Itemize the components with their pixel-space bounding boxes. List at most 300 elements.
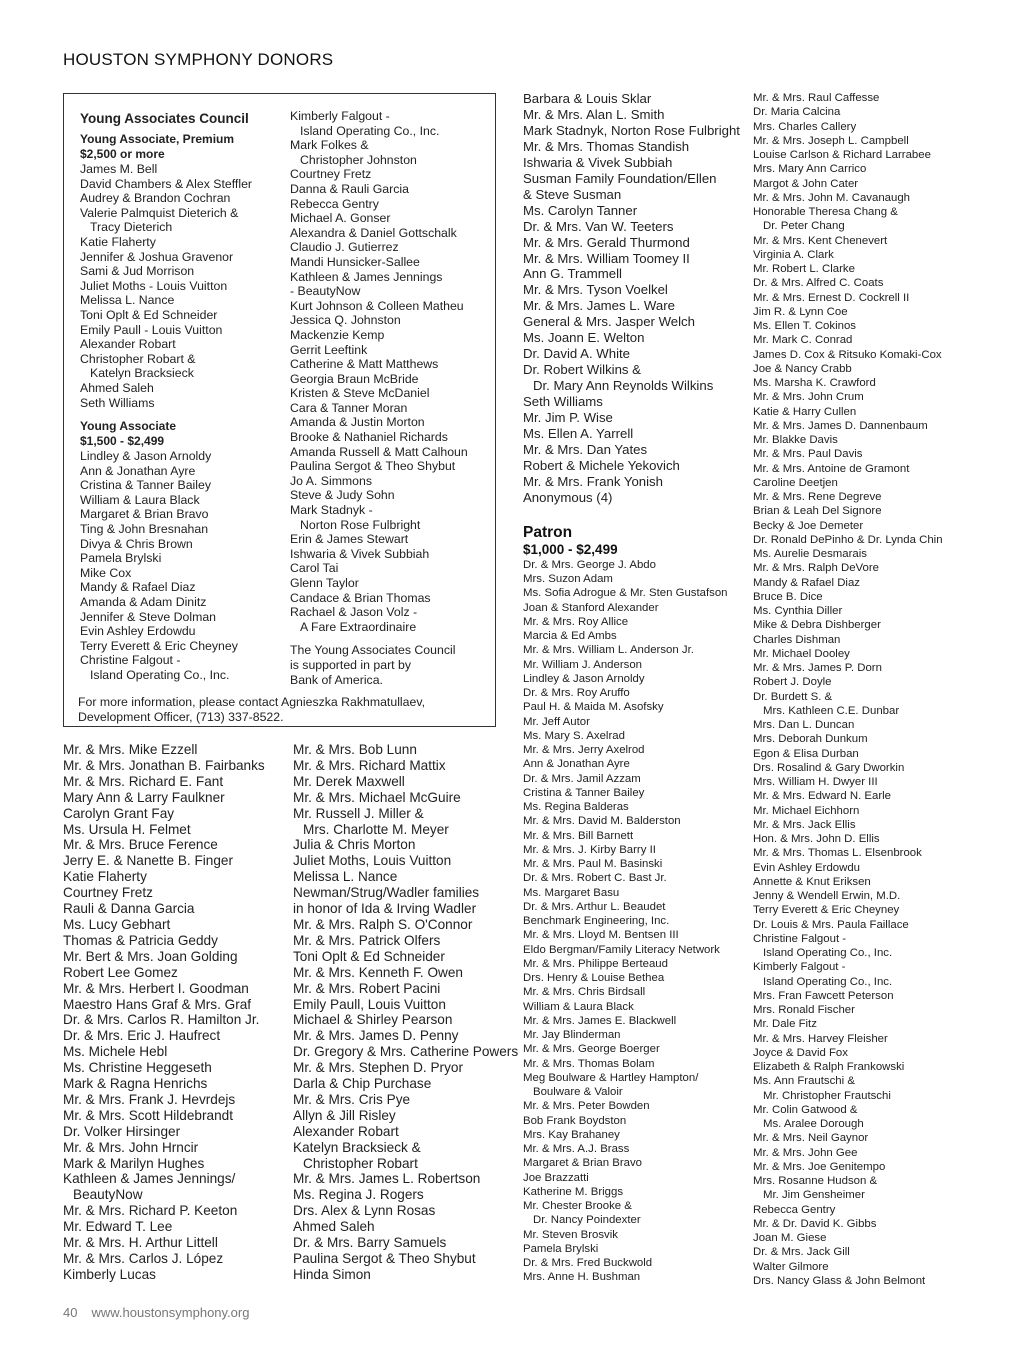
donor-name: Island Operating Co., Inc. — [763, 975, 893, 988]
donor-name: Pamela Brylski — [80, 551, 162, 566]
donor-name: Mr. & Mrs. Peter Bowden — [523, 1100, 650, 1113]
donor-name: Kimberly Lucas — [63, 1266, 156, 1282]
donor-name: Ms. Carolyn Tanner — [523, 202, 638, 218]
donor-name: Mr. Robert L. Clarke — [753, 263, 855, 275]
donor-name: Carol Tai — [290, 561, 339, 576]
donor-name: Mark Stadnyk - — [290, 503, 373, 518]
donor-name: Juliet Moths - Louis Vuitton — [80, 278, 228, 293]
page-header: HOUSTON SYMPHONY DONORS — [63, 50, 334, 69]
donor-column-d — [753, 91, 943, 1288]
donor-name: Caroline Deetjen — [753, 476, 838, 489]
donor-name: Mr. & Mrs. Ralph DeVore — [753, 562, 879, 575]
donor-name: Ms. Aurelie Desmarais — [753, 548, 867, 560]
contact-line-2: Development Officer, (713) 337-8522. — [78, 709, 284, 724]
donor-name: Mr. & Dr. David K. Gibbs — [753, 1217, 877, 1230]
donor-name: Alexandra & Daniel Gottschalk — [290, 225, 457, 240]
donor-name: Joan & Stanford Alexander — [523, 601, 659, 614]
donor-name: Mrs. Kathleen C.E. Dunbar — [763, 704, 900, 717]
donor-name: Mr. & Mrs. Raul Caffesse — [753, 92, 880, 104]
donor-name: Ann G. Trammell — [523, 266, 622, 282]
donor-name: Mrs. Charles Callery — [753, 120, 857, 133]
donor-name: Mr. Michael Eichhorn — [753, 804, 860, 817]
box-right-column — [290, 109, 468, 687]
donor-name: Ms. Ann Frautschi & — [753, 1075, 855, 1088]
donor-name: Dr. & Mrs. Fred Buckwold — [523, 1257, 653, 1270]
donor-column-b — [293, 742, 518, 1283]
donor-name: Cristina & Tanner Bailey — [80, 478, 212, 493]
donor-name: Mr. Mark C. Conrad — [753, 334, 853, 347]
premium-list — [80, 162, 252, 410]
donor-name: Mary Ann & Larry Faulkner — [63, 789, 225, 805]
donor-name: Katelyn Bracksieck & — [293, 1139, 421, 1155]
donor-name: Courtney Fretz — [63, 885, 153, 901]
donor-name: Ms. Regina Balderas — [523, 801, 629, 814]
donor-name: Toni Oplt & Ed Schneider — [80, 307, 218, 322]
donor-name: Mr. Derek Maxwell — [293, 773, 405, 789]
donor-name: Jim R. & Lynn Coe — [753, 305, 848, 318]
donor-name: Boulware & Valoir — [533, 1086, 623, 1099]
donor-name: Kimberly Falgout - — [753, 961, 846, 974]
support-note-3: Bank of America. — [290, 672, 383, 687]
donor-name: Danna & Rauli Garcia — [290, 181, 409, 196]
young-associates-box — [63, 93, 496, 727]
donor-name: Barbara & Louis Sklar — [523, 91, 652, 106]
donor-name: Christopher Robart & — [80, 351, 196, 366]
donor-name: Mrs. Deborah Dunkum — [753, 733, 868, 746]
donor-name: Mr. & Mrs. Stephen D. Pryor — [293, 1060, 463, 1076]
donor-name: Katie Flaherty — [80, 234, 156, 249]
donor-name: Eldo Bergman/Family Literacy Network — [523, 943, 720, 956]
box-left-column — [80, 110, 252, 683]
donor-name: Maestro Hans Graf & Mrs. Graf — [63, 996, 252, 1012]
donor-name: Kathleen & James Jennings — [290, 269, 443, 284]
donor-name: Thomas & Patricia Geddy — [63, 932, 218, 948]
donor-name: Dr. Mary Ann Reynolds Wilkins — [533, 378, 714, 394]
donor-name: Alexander Robart — [80, 337, 176, 352]
donor-name: Ann & Jonathan Ayre — [80, 463, 196, 478]
donor-name: Dr. Louis & Mrs. Paula Faillace — [753, 918, 909, 931]
donor-name: Mrs. Charlotte M. Meyer — [303, 821, 449, 837]
donor-name: Mr. Steven Brosvik — [523, 1228, 618, 1241]
donor-name: Robert & Michele Yekovich — [523, 457, 680, 473]
donor-name: Mr. & Mrs. Paul M. Basinski — [523, 858, 663, 871]
donor-name: Mark & Marilyn Hughes — [63, 1155, 205, 1171]
donor-name: Tracy Dieterich — [90, 220, 173, 235]
donor-name: Mackenzie Kemp — [290, 327, 385, 342]
donor-name: Cara & Tanner Moran — [290, 400, 408, 415]
donor-name: Mr. & Mrs. Tyson Voelkel — [523, 282, 668, 298]
donor-name: Mr. Dale Fitz — [753, 1018, 817, 1031]
donor-name: Dr. & Mrs. Arthur L. Beaudet — [523, 900, 666, 913]
donor-name: Ishwaria & Vivek Subbiah — [290, 546, 430, 561]
donor-name: Paulina Sergot & Theo Shybut — [290, 459, 456, 474]
donor-name: Meg Boulware & Hartley Hampton/ — [523, 1071, 699, 1084]
donor-name: Divya & Chris Brown — [80, 536, 193, 551]
donor-name: Juliet Moths, Louis Vuitton — [293, 853, 452, 869]
donor-name: Drs. Nancy Glass & John Belmont — [753, 1274, 926, 1287]
donor-name: Audrey & Brandon Cochran — [80, 191, 231, 206]
donor-name: Mr. Colin Gatwood & — [753, 1103, 858, 1116]
donor-name: Mr. & Mrs. Kenneth F. Owen — [293, 964, 463, 980]
donor-name: Michael A. Gonser — [290, 211, 391, 226]
donor-name: Lindley & Jason Arnoldy — [80, 449, 212, 464]
donor-name: Mr. Jim P. Wise — [523, 410, 613, 426]
donor-name: Mr. & Mrs. Robert Pacini — [293, 980, 441, 996]
support-note-1: The Young Associates Council — [290, 643, 456, 658]
donor-name: Emily Paull, Louis Vuitton — [293, 996, 446, 1012]
donor-name: Mr. Christopher Frautschi — [763, 1089, 891, 1102]
donor-name: Margaret & Brian Bravo — [80, 507, 209, 522]
donor-name: Mr. & Mrs. Chris Birdsall — [523, 986, 646, 999]
donor-name: Elizabeth & Ralph Frankowski — [753, 1061, 905, 1073]
donor-name: Kathleen & James Jennings/ — [63, 1171, 236, 1187]
donor-name: Mike & Debra Dishberger — [753, 619, 881, 632]
donor-name: Mr. & Mrs. Jack Ellis — [753, 818, 856, 831]
donor-name: Mr. & Mrs. Carlos J. López — [63, 1251, 224, 1266]
donor-name: Christine Falgout - — [80, 653, 181, 668]
donor-name: Mr. & Mrs. Frank J. Hevrdejs — [63, 1091, 236, 1107]
donor-name: Mr. & Mrs. James E. Blackwell — [523, 1014, 677, 1027]
donor-name: Mr. & Mrs. Bruce Ference — [63, 837, 218, 853]
donor-name: James M. Bell — [80, 162, 158, 176]
donor-name: Mr. & Mrs. Bob Lunn — [293, 742, 417, 757]
donor-name: Courtney Fretz — [290, 167, 372, 182]
donor-name: Mr. & Mrs. Kent Chenevert — [753, 234, 888, 247]
donor-name: Dr. Volker Hirsinger — [63, 1123, 181, 1139]
donor-name: Lindley & Jason Arnoldy — [523, 672, 645, 685]
donor-name: Bob Frank Boydston — [523, 1114, 627, 1127]
donor-name: Mr. & Mrs. Joseph L. Campbell — [753, 134, 909, 147]
box-right-list — [290, 109, 468, 634]
premium-label: Young Associate, Premium — [80, 132, 235, 146]
donor-name: Mr. & Mrs. David M. Balderston — [523, 815, 681, 828]
donor-name: Mrs. Rosanne Hudson & — [753, 1175, 878, 1187]
donor-name: Ms. Regina J. Rogers — [293, 1187, 424, 1203]
footer-url: www.houstonsymphony.org — [91, 1305, 250, 1320]
donor-name: Honorable Theresa Chang & — [753, 206, 898, 218]
donor-name: Michael & Shirley Pearson — [293, 1012, 453, 1028]
donor-name: Mr. & Mrs. William Toomey II — [523, 250, 690, 266]
donor-name: Mr. & Mrs. John Hrncir — [63, 1139, 199, 1155]
donor-name: Joyce & David Fox — [753, 1046, 848, 1059]
donor-name: Dr. & Mrs. George J. Abdo — [523, 558, 656, 571]
donor-name: Mr. & Mrs. George Boerger — [523, 1043, 660, 1056]
donor-name: Mr. & Mrs. Herbert I. Goodman — [63, 980, 249, 996]
donor-name: Mr. & Mrs. James L. Ware — [523, 298, 675, 314]
donor-name: Ishwaria & Vivek Subbiah — [523, 154, 673, 170]
donor-name: Seth Williams — [523, 394, 603, 410]
donor-name: Kimberly Falgout - — [290, 109, 390, 123]
donor-name: Seth Williams — [80, 395, 155, 410]
donor-name: Ms. Sofia Adrogue & Mr. Sten Gustafson — [523, 587, 728, 600]
donor-name: Joe & Nancy Crabb — [753, 362, 852, 375]
donor-name: Mr. & Mrs. Neil Gaynor — [753, 1132, 869, 1145]
donor-name: Candace & Brian Thomas — [290, 590, 431, 605]
associate-list — [80, 449, 252, 683]
donor-name: in honor of Ida & Irving Wadler — [293, 901, 477, 917]
donor-name: Jenny & Wendell Erwin, M.D. — [753, 890, 901, 902]
donor-name: Mr. & Mrs. Patrick Olfers — [293, 932, 441, 948]
donor-name: Mr. & Mrs. James D. Penny — [293, 1028, 459, 1044]
donor-name: Mrs. Dan L. Duncan — [753, 719, 855, 731]
donor-name: Toni Oplt & Ed Schneider — [293, 948, 445, 964]
donor-name: Norton Rose Fulbright — [300, 517, 421, 532]
box-title: Young Associates Council — [80, 111, 249, 126]
donor-name: General & Mrs. Jasper Welch — [523, 314, 695, 330]
donor-name: Terry Everett & Eric Cheyney — [753, 904, 900, 917]
contact-note — [78, 695, 425, 724]
donor-name: Mr. & Mrs. John Crum — [753, 391, 864, 404]
donor-name: Mr. Jim Gensheimer — [763, 1189, 865, 1202]
donor-name: Mrs. William H. Dwyer III — [753, 776, 878, 788]
donor-name: Dr. Ronald DePinho & Dr. Lynda Chin — [753, 533, 943, 546]
donor-name: Margaret & Brian Bravo — [523, 1157, 643, 1170]
donor-name: Sami & Jud Morrison — [80, 264, 195, 279]
donor-name: Mr. & Mrs. John M. Cavanaugh — [753, 191, 910, 204]
donor-name: Claudio J. Gutierrez — [290, 240, 399, 255]
donor-name: Mr. Edward T. Lee — [63, 1219, 173, 1235]
donor-name: - BeautyNow — [290, 284, 361, 299]
donor-name: Melissa L. Nance — [293, 869, 398, 885]
donor-name: Ms. Ellen T. Cokinos — [753, 320, 856, 332]
donor-name: Mr. & Mrs. Bill Barnett — [523, 829, 634, 842]
donor-name: Steve & Judy Sohn — [290, 488, 395, 503]
donor-name: Dr. Peter Chang — [763, 220, 845, 233]
donor-name: Darla & Chip Purchase — [293, 1076, 432, 1092]
donor-name: Mrs. Kay Brahaney — [523, 1128, 620, 1141]
donor-name: Ms. Michele Hebl — [63, 1044, 168, 1060]
donor-name: Mr. & Mrs. Alan L. Smith — [523, 106, 665, 122]
donor-name: Bruce B. Dice — [753, 590, 823, 603]
donor-name: Mrs. Mary Ann Carrico — [753, 163, 867, 176]
donor-name: Drs. Henry & Louise Bethea — [523, 972, 665, 985]
donor-name: Mr. William J. Anderson — [523, 658, 642, 671]
donor-name: Mr. & Mrs. Richard Mattix — [293, 757, 446, 773]
donor-name: Alexander Robart — [293, 1123, 399, 1139]
donor-name: Paulina Sergot & Theo Shybut — [293, 1251, 476, 1266]
donor-name: Mr. & Mrs. William L. Anderson Jr. — [523, 644, 694, 657]
donor-name: Mr. & Mrs. Edward N. Earle — [753, 790, 891, 803]
donor-name: Newman/Strug/Wadler families — [293, 885, 480, 901]
donor-name: David Chambers & Alex Steffler — [80, 176, 253, 191]
donor-name: Marcia & Ed Ambs — [523, 630, 617, 643]
associate-label: Young Associate — [80, 419, 177, 434]
donor-name: Evin Ashley Erdowdu — [753, 861, 861, 874]
donor-name: Katie & Harry Cullen — [753, 405, 857, 418]
donor-name: Becky & Joe Demeter — [753, 519, 864, 532]
donor-name: Mr. & Mrs. Richard P. Keeton — [63, 1203, 238, 1219]
donor-name: James D. Cox & Ritsuko Komaki-Cox — [753, 348, 942, 361]
page-footer — [63, 1305, 249, 1320]
donor-name: Mike Cox — [80, 565, 132, 580]
donor-name: Mr. & Mrs. Harvey Fleisher — [753, 1032, 888, 1045]
donor-name: Mr. & Mrs. Frank Yonish — [523, 473, 663, 489]
donor-name: Allyn & Jill Risley — [293, 1107, 396, 1123]
donor-name: Mr. Jeff Autor — [523, 715, 590, 728]
donor-name: Susman Family Foundation/Ellen — [523, 170, 717, 186]
donor-column-a — [63, 742, 265, 1283]
donor-name: Ms. Lucy Gebhart — [63, 916, 171, 932]
donor-name: Dr. & Mrs. Robert C. Bast Jr. — [523, 872, 667, 885]
donor-name: Joan M. Giese — [753, 1232, 827, 1244]
donor-name: Mr. & Mrs. Cris Pye — [293, 1091, 411, 1107]
donor-name: Georgia Braun McBride — [290, 371, 419, 386]
donor-name: Dr. Robert Wilkins & — [523, 362, 641, 378]
donor-name: Mrs. Ronald Fischer — [753, 1004, 855, 1016]
donor-name: Dr. David A. White — [523, 346, 630, 362]
donor-name: Rebecca Gentry — [753, 1203, 836, 1216]
donor-name: Katherine M. Briggs — [523, 1185, 624, 1198]
donor-name: Carolyn Grant Fay — [63, 805, 175, 821]
donor-name: Dr. & Mrs. Roy Aruffo — [523, 687, 630, 700]
donor-name: Mr. & Mrs. John Gee — [753, 1146, 858, 1159]
donor-name: Mr. & Mrs. James L. Robertson — [293, 1171, 481, 1187]
donor-name: Mr. & Mrs. Rene Degreve — [753, 491, 882, 503]
donor-name: Ms. Margaret Basu — [523, 886, 620, 899]
donor-name: Terry Everett & Eric Cheyney — [80, 638, 238, 653]
donor-name: Brooke & Nathaniel Richards — [290, 430, 448, 445]
donor-name: Mr. Blakke Davis — [753, 434, 838, 446]
donor-name: Valerie Palmquist Dieterich & — [80, 205, 239, 220]
donor-name: Anonymous (4) — [523, 489, 613, 505]
donor-name: Island Operating Co., Inc. — [300, 123, 440, 138]
donor-name: Rebecca Gentry — [290, 196, 379, 211]
donor-name: Ann & Jonathan Ayre — [523, 758, 630, 771]
donor-name: Annette & Knut Eriksen — [753, 875, 871, 888]
donor-name: Mr. & Mrs. Joe Genitempo — [753, 1160, 886, 1173]
donor-name: Ahmed Saleh — [293, 1219, 375, 1235]
donor-name: Mr. & Mrs. A.J. Brass — [523, 1143, 630, 1156]
donor-name: Ms. Marsha K. Crawford — [753, 377, 876, 389]
donor-name: Mr. & Mrs. Dan Yates — [523, 441, 648, 457]
donor-name: Robert J. Doyle — [753, 676, 832, 689]
donor-name: Mandy & Rafael Diaz — [753, 576, 860, 589]
donor-name: Mr. & Mrs. Mike Ezzell — [63, 742, 198, 757]
donor-name: Kristen & Steve McDaniel — [290, 386, 430, 401]
donor-name: Walter Gilmore — [753, 1260, 829, 1273]
donor-name: & Steve Susman — [523, 186, 622, 202]
donor-name: Jo A. Simmons — [290, 473, 373, 488]
donor-name: Gerrit Leeftink — [290, 342, 368, 357]
donor-name: Evin Ashley Erdowdu — [80, 624, 196, 639]
donor-name: Drs. Alex & Lynn Rosas — [293, 1203, 436, 1219]
donor-name: Mr. Chester Brooke & — [523, 1200, 632, 1213]
donor-name: Dr. Burdett S. & — [753, 690, 833, 703]
donor-name: Mr. & Mrs. Thomas L. Elsenbrook — [753, 847, 922, 860]
donor-name: Mrs. Fran Fawcett Peterson — [753, 989, 894, 1002]
donor-name: Mr. & Mrs. Lloyd M. Bentsen III — [523, 929, 679, 942]
donor-name: Jennifer & Steve Dolman — [80, 609, 217, 624]
donor-name: Mr. & Mrs. Jerry Axelrod — [523, 744, 645, 757]
donor-name: Rauli & Danna Garcia — [63, 901, 195, 917]
donor-name: Jessica Q. Johnston — [290, 313, 401, 328]
donor-name: Mr. & Mrs. James P. Dorn — [753, 662, 882, 674]
donor-name: Mandy & Rafael Diaz — [80, 580, 196, 595]
donor-name: BeautyNow — [73, 1187, 143, 1203]
donor-name: Dr. & Mrs. Alfred C. Coats — [753, 277, 884, 290]
associate-range: $1,500 - $2,499 — [80, 434, 165, 449]
donor-name: Emily Paull - Louis Vuitton — [80, 322, 223, 337]
donor-name: Mark Stadnyk, Norton Rose Fulbright — [523, 122, 740, 138]
donor-name: Brian & Leah Del Signore — [753, 505, 882, 518]
donor-name: Island Operating Co., Inc. — [763, 947, 893, 959]
donor-name: Dr. & Mrs. Barry Samuels — [293, 1235, 447, 1251]
contact-line-1: For more information, please contact Agnieszka Rakhmatullaev, — [78, 695, 425, 709]
donor-name: Ting & John Bresnahan — [80, 522, 209, 537]
donor-name: Dr. & Mrs. Eric J. Haufrect — [63, 1028, 221, 1044]
donor-name: Ms. Cynthia Diller — [753, 605, 843, 617]
donor-name: Dr. Nancy Poindexter — [533, 1214, 641, 1227]
donor-name: Mr. & Mrs. J. Kirby Barry II — [523, 843, 656, 856]
donor-name: Benchmark Engineering, Inc. — [523, 915, 670, 928]
donor-name: Dr. & Mrs. Jack Gill — [753, 1246, 850, 1259]
donor-name: Cristina & Tanner Bailey — [523, 786, 645, 799]
donor-name: Louise Carlson & Richard Larrabee — [753, 149, 931, 161]
donor-name: Mr. & Mrs. Paul Davis — [753, 448, 863, 461]
donor-name: Ms. Ellen A. Yarrell — [523, 426, 634, 442]
donor-name: Mr. & Mrs. Gerald Thurmond — [523, 234, 690, 250]
donor-name: Virginia A. Clark — [753, 248, 834, 261]
donor-name: Mr. & Mrs. Scott Hildebrandt — [63, 1107, 233, 1123]
donor-name: Mr. & Mrs. Richard E. Fant — [63, 773, 224, 789]
donor-name: William & Laura Black — [80, 492, 200, 507]
donor-name: Amanda Russell & Matt Calhoun — [290, 444, 468, 459]
donor-column-c-top — [523, 91, 740, 506]
donor-name: Catherine & Matt Matthews — [290, 357, 439, 372]
donor-name: Julia & Chris Morton — [293, 837, 416, 853]
donor-name: Kurt Johnson & Colleen Matheu — [290, 298, 464, 313]
donor-name: Mr. Michael Dooley — [753, 647, 850, 660]
donor-name: Charles Dishman — [753, 633, 841, 646]
donor-name: Mr. & Mrs. Thomas Standish — [523, 138, 690, 154]
donor-name: Mr. & Mrs. Ernest D. Cockrell II — [753, 291, 910, 304]
donor-name: Dr. & Mrs. Van W. Teeters — [523, 218, 674, 234]
patron-list — [523, 558, 740, 1285]
support-note-2: is supported in part by — [290, 657, 411, 672]
donor-name: Dr. & Mrs. Jamil Azzam — [523, 772, 641, 785]
donor-name: Dr. Maria Calcina — [753, 106, 841, 119]
donor-name: Mark Folkes & — [290, 138, 369, 153]
donor-name: Hon. & Mrs. John D. Ellis — [753, 833, 880, 845]
donor-name: Mr. & Mrs. Antoine de Gramont — [753, 462, 910, 475]
donor-name: A Fare Extraordinaire — [300, 619, 417, 634]
donor-name: Mr. & Mrs. H. Arthur Littell — [63, 1235, 218, 1251]
donor-name: Christopher Johnston — [300, 152, 417, 167]
page-number: 40 — [63, 1305, 78, 1320]
donor-name: Mr. Bert & Mrs. Joan Golding — [63, 948, 238, 964]
donor-name: Mr. Russell J. Miller & — [293, 805, 424, 821]
donor-name: Amanda & Adam Dinitz — [80, 595, 207, 610]
donor-name: Island Operating Co., Inc. — [90, 668, 230, 682]
donor-name: Dr. Gregory & Mrs. Catherine Powers — [293, 1044, 519, 1060]
donor-name: Melissa L. Nance — [80, 293, 175, 308]
donor-name: Ms. Mary S. Axelrad — [523, 729, 625, 742]
donor-name: Mr. & Mrs. Roy Allice — [523, 615, 629, 628]
donor-name: Ms. Joann E. Welton — [523, 330, 645, 346]
patron-title: Patron — [523, 523, 573, 541]
donor-name: Ahmed Saleh — [80, 380, 154, 395]
donor-name: Egon & Elisa Durban — [753, 747, 859, 760]
donor-name: Mr. & Mrs. James D. Dannenbaum — [753, 419, 928, 432]
donor-name: Mr. & Mrs. Philippe Berteaud — [523, 957, 668, 970]
donor-name: Mr. & Mrs. Ralph S. O'Connor — [293, 916, 473, 932]
donor-name: Mr. & Mrs. Michael McGuire — [293, 789, 461, 805]
donor-name: Christine Falgout - — [753, 932, 847, 945]
donor-name: Robert Lee Gomez — [63, 964, 178, 980]
donor-column-c — [523, 91, 740, 1285]
donor-name: William & Laura Black — [523, 1000, 634, 1013]
donor-name: Pamela Brylski — [523, 1242, 599, 1255]
